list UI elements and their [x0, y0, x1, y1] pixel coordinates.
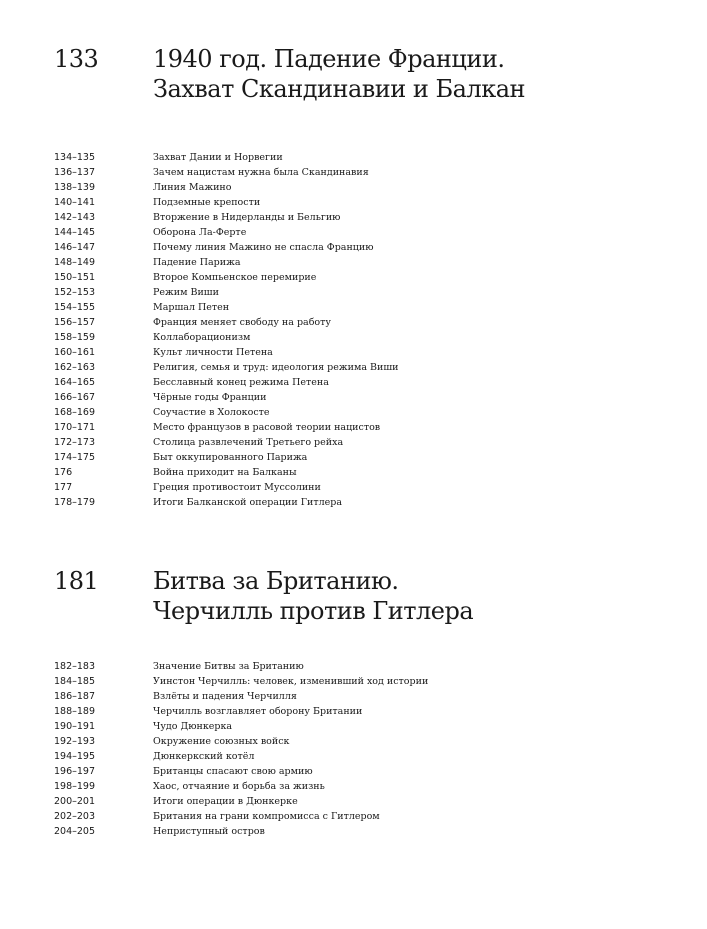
toc-entry-pages: 188–189 [54, 706, 96, 717]
toc-entry-title: Неприступный остров [153, 826, 265, 837]
toc-entry[interactable] [0, 345, 707, 360]
toc-entry-title: Режим Виши [153, 287, 219, 298]
toc-entry-pages: 184–185 [54, 676, 96, 687]
toc-entry[interactable] [0, 465, 707, 480]
toc-entry[interactable] [0, 719, 707, 734]
toc-entry-pages: 182–183 [54, 661, 96, 672]
toc-entry-pages: 174–175 [54, 452, 96, 463]
toc-entry[interactable] [0, 809, 707, 824]
toc-entry[interactable] [0, 210, 707, 225]
toc-entry-title: Оборона Ла-Ферте [153, 227, 247, 238]
toc-section [0, 44, 707, 508]
toc-entry[interactable] [0, 480, 707, 495]
toc-section [0, 566, 707, 837]
toc-entry-title: Быт оккупированного Парижа [153, 452, 308, 463]
toc-entry-title: Война приходит на Балканы [153, 467, 297, 478]
toc-entry-pages: 172–173 [54, 437, 96, 448]
toc-entry-pages: 148–149 [54, 257, 96, 268]
toc-entry-title: Захват Дании и Норвегии [153, 152, 283, 163]
toc-entry-title: Британия на грани компромисса с Гитлером [153, 811, 380, 822]
chapter-heading [0, 44, 707, 106]
toc-entry-title: Итоги Балканской операции Гитлера [153, 497, 343, 508]
toc-entry-title: Падение Парижа [153, 257, 241, 268]
toc-entry-title: Чудо Дюнкерка [153, 721, 233, 732]
toc-entry-title: Коллаборационизм [153, 332, 251, 343]
toc-entry[interactable] [0, 674, 707, 689]
toc-entry-title: Значение Битвы за Британию [153, 661, 304, 672]
toc-entry-pages: 186–187 [54, 691, 96, 702]
toc-entry[interactable] [0, 435, 707, 450]
toc-entry[interactable] [0, 315, 707, 330]
toc-entry-pages: 178–179 [54, 497, 96, 508]
toc-entry-pages: 196–197 [54, 766, 96, 777]
toc-entry-title: Культ личности Петена [153, 347, 273, 358]
toc-entry-title: Вторжение в Нидерланды и Бельгию [153, 212, 341, 223]
toc-entry[interactable] [0, 779, 707, 794]
toc-entry[interactable] [0, 405, 707, 420]
toc-entry-pages: 138–139 [54, 182, 96, 193]
toc-entry[interactable] [0, 764, 707, 779]
toc-entry[interactable] [0, 659, 707, 674]
toc-entry-pages: 156–157 [54, 317, 96, 328]
toc-entry[interactable] [0, 794, 707, 809]
chapter-title-line: 1940 год. Падение Франции. [153, 45, 505, 73]
toc-entry-pages: 176 [54, 467, 73, 478]
toc-entry-title: Религия, семья и труд: идеология режима Виши [153, 362, 399, 373]
chapter-title [153, 44, 525, 104]
toc-entry[interactable] [0, 824, 707, 839]
toc-entry[interactable] [0, 450, 707, 465]
toc-entry-title: Почему линия Мажино не спасла Францию [153, 242, 374, 253]
toc-entry-list [0, 150, 707, 510]
toc-entry-title: Бесславный конец режима Петена [153, 377, 329, 388]
toc-entry-list [0, 659, 707, 839]
toc-entry-title: Соучастие в Холокосте [153, 407, 270, 418]
chapter-title [153, 566, 473, 626]
toc-entry-pages: 164–165 [54, 377, 96, 388]
toc-entry[interactable] [0, 270, 707, 285]
toc-entry-pages: 144–145 [54, 227, 96, 238]
toc-entry-pages: 194–195 [54, 751, 96, 762]
toc-entry[interactable] [0, 375, 707, 390]
toc-entry-pages: 152–153 [54, 287, 96, 298]
toc-entry-title: Подземные крепости [153, 197, 261, 208]
toc-entry-title: Дюнкеркский котёл [153, 751, 255, 762]
toc-entry-pages: 146–147 [54, 242, 96, 253]
toc-entry[interactable] [0, 749, 707, 764]
toc-entry[interactable] [0, 734, 707, 749]
toc-entry-title: Зачем нацистам нужна была Скандинавия [153, 167, 369, 178]
toc-entry-title: Итоги операции в Дюнкерке [153, 796, 298, 807]
toc-entry[interactable] [0, 180, 707, 195]
chapter-title-line: Битва за Британию. [153, 567, 399, 595]
toc-entry-pages: 140–141 [54, 197, 96, 208]
toc-entry[interactable] [0, 165, 707, 180]
toc-entry-pages: 198–199 [54, 781, 96, 792]
toc-entry-pages: 158–159 [54, 332, 96, 343]
toc-entry-pages: 177 [54, 482, 73, 493]
toc-entry-title: Место французов в расовой теории нацистов [153, 422, 381, 433]
chapter-title-line: Захват Скандинавии и Балкан [153, 75, 526, 103]
toc-entry[interactable] [0, 285, 707, 300]
toc-entry[interactable] [0, 330, 707, 345]
toc-entry-title: Взлёты и падения Черчилля [153, 691, 297, 702]
toc-entry-title: Хаос, отчаяние и борьба за жизнь [153, 781, 325, 792]
toc-entry-pages: 160–161 [54, 347, 96, 358]
toc-entry-pages: 136–137 [54, 167, 96, 178]
toc-entry[interactable] [0, 300, 707, 315]
toc-entry-title: Франция меняет свободу на работу [153, 317, 331, 328]
toc-entry-pages: 162–163 [54, 362, 96, 373]
toc-entry[interactable] [0, 360, 707, 375]
chapter-heading [0, 566, 707, 628]
toc-entry-title: Маршал Петен [153, 302, 230, 313]
toc-entry[interactable] [0, 150, 707, 165]
chapter-page-number: 133 [54, 45, 99, 73]
toc-entry[interactable] [0, 420, 707, 435]
toc-entry-title: Второе Компьенское перемирие [153, 272, 317, 283]
toc-entry-pages: 200–201 [54, 796, 96, 807]
toc-entry-pages: 202–203 [54, 811, 96, 822]
toc-entry-pages: 192–193 [54, 736, 96, 747]
toc-entry-title: Линия Мажино [153, 182, 232, 193]
toc-entry[interactable] [0, 390, 707, 405]
toc-entry-pages: 170–171 [54, 422, 96, 433]
toc-entry-pages: 142–143 [54, 212, 96, 223]
toc-entry[interactable] [0, 195, 707, 210]
toc-entry-pages: 134–135 [54, 152, 96, 163]
toc-entry[interactable] [0, 255, 707, 270]
toc-entry-title: Британцы спасают свою армию [153, 766, 313, 777]
toc-entry-pages: 150–151 [54, 272, 96, 283]
toc-entry[interactable] [0, 689, 707, 704]
toc-entry[interactable] [0, 704, 707, 719]
toc-entry[interactable] [0, 225, 707, 240]
toc-entry-title: Уинстон Черчилль: человек, изменивший ход истории [153, 676, 429, 687]
toc-entry-title: Греция противостоит Муссолини [153, 482, 321, 493]
toc-entry[interactable] [0, 495, 707, 510]
toc-entry-pages: 204–205 [54, 826, 96, 837]
toc-entry-pages: 190–191 [54, 721, 96, 732]
toc-entry-title: Чёрные годы Франции [153, 392, 267, 403]
toc-entry[interactable] [0, 240, 707, 255]
toc-entry-pages: 168–169 [54, 407, 96, 418]
toc-entry-title: Окружение союзных войск [153, 736, 290, 747]
toc-entry-pages: 154–155 [54, 302, 96, 313]
chapter-title-line: Черчилль против Гитлера [153, 597, 474, 625]
toc-entry-title: Черчилль возглавляет оборону Британии [153, 706, 363, 717]
chapter-page-number: 181 [54, 567, 99, 595]
toc-entry-title: Столица развлечений Третьего рейха [153, 437, 344, 448]
toc-entry-pages: 166–167 [54, 392, 96, 403]
